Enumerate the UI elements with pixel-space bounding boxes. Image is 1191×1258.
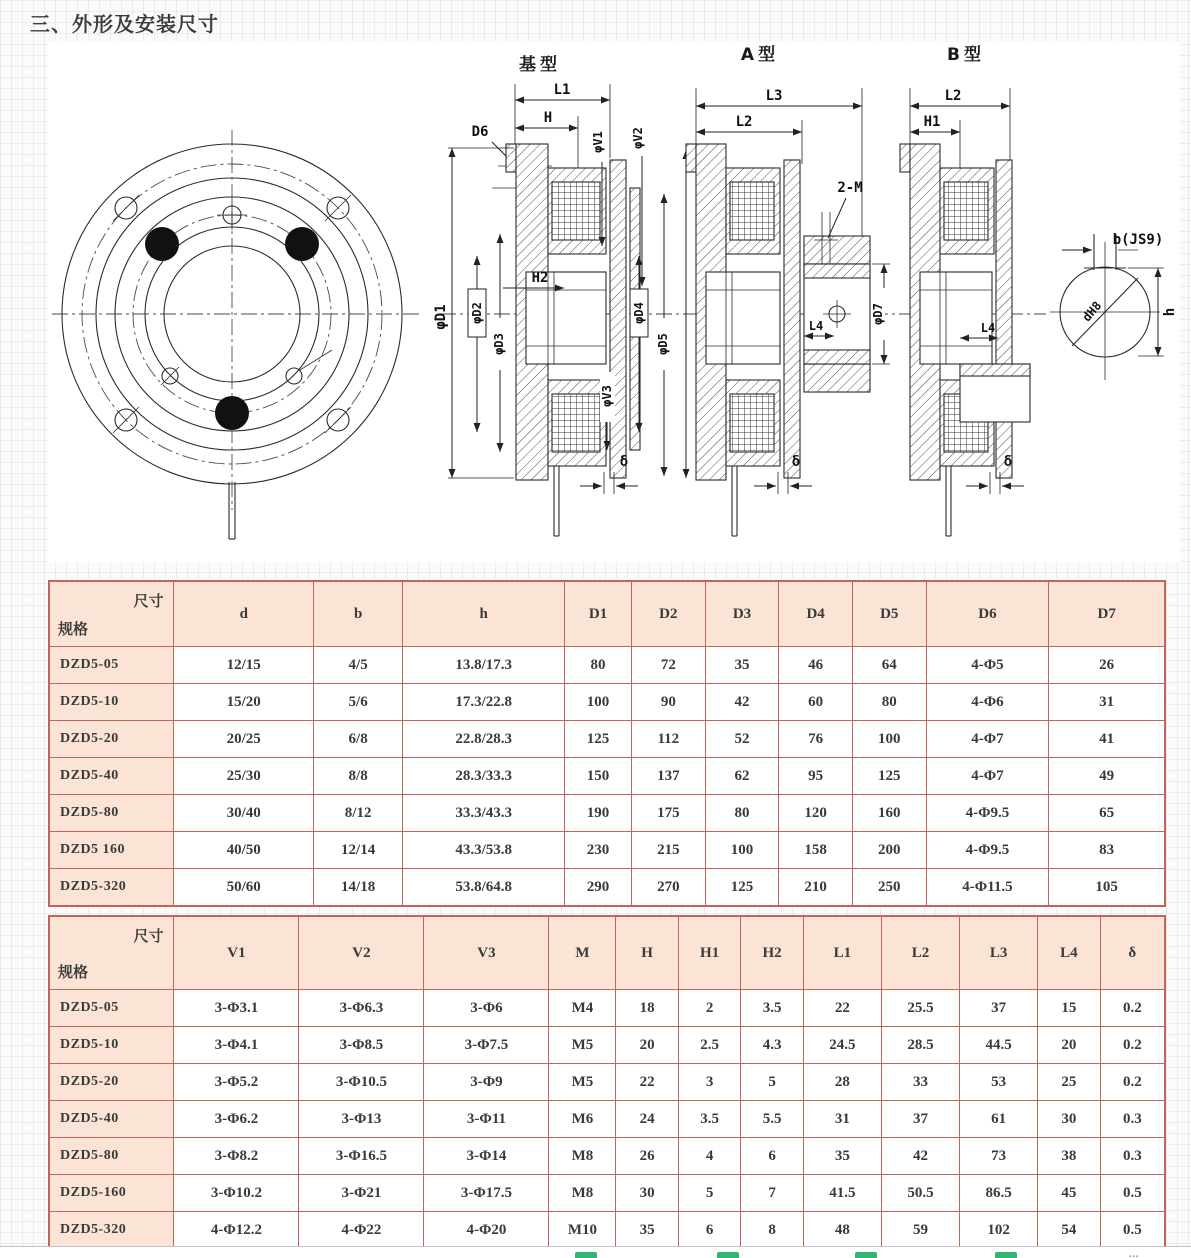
column-header: H2 — [741, 916, 803, 990]
dim-label-L2b: L2 — [944, 88, 962, 104]
dim-value-cell: 25.5 — [881, 990, 959, 1027]
dim-label-L1: L1 — [553, 82, 571, 98]
dim-value-cell: 76 — [779, 721, 853, 758]
dim-label-h: h — [1162, 307, 1178, 317]
dim-value-cell: 54 — [1038, 1212, 1100, 1250]
dim-value-cell: 4-Φ7 — [926, 721, 1049, 758]
dim-label-bJS9: b(JS9) — [1112, 232, 1164, 248]
dim-value-cell: 59 — [881, 1212, 959, 1250]
dim-label-delta-a: δ — [791, 454, 801, 470]
dim-value-cell: 14/18 — [313, 869, 402, 907]
dimensions-table-1 — [48, 580, 1166, 907]
dim-label-D5: φD5 — [656, 333, 670, 355]
dim-value-cell: 3-Φ7.5 — [424, 1027, 549, 1064]
model-label: DZD5-80 — [49, 795, 174, 832]
dim-label-L4a: L4 — [808, 319, 824, 333]
dim-value-cell: 4-Φ9.5 — [926, 795, 1049, 832]
dim-value-cell: 4-Φ20 — [424, 1212, 549, 1250]
view-title-b: B型 — [947, 45, 985, 65]
dim-value-cell: M5 — [549, 1064, 616, 1101]
dim-value-cell: 73 — [960, 1138, 1038, 1175]
dim-value-cell: M8 — [549, 1138, 616, 1175]
dim-value-cell: 3-Φ10.5 — [299, 1064, 424, 1101]
table-row — [49, 1101, 1165, 1138]
dim-value-cell: 35 — [705, 647, 779, 684]
column-header: D5 — [852, 581, 926, 647]
dim-value-cell: 43.3/53.8 — [403, 832, 565, 869]
dim-value-cell: 3-Φ11 — [424, 1101, 549, 1138]
dim-value-cell: 17.3/22.8 — [403, 684, 565, 721]
bottom-strip — [0, 1246, 1191, 1258]
dim-value-cell: 83 — [1049, 832, 1165, 869]
model-label: DZD5-40 — [49, 1101, 174, 1138]
dim-value-cell: 4 — [678, 1138, 740, 1175]
dim-value-cell: 5 — [678, 1175, 740, 1212]
dim-value-cell: 0.5 — [1100, 1212, 1165, 1250]
dim-label-2M: 2-M — [837, 180, 863, 196]
dim-value-cell: 22 — [616, 1064, 678, 1101]
dim-value-cell: 0.2 — [1100, 990, 1165, 1027]
dim-value-cell: 3-Φ21 — [299, 1175, 424, 1212]
dim-value-cell: 8/12 — [313, 795, 402, 832]
table-row — [49, 758, 1165, 795]
dim-value-cell: 24.5 — [803, 1027, 881, 1064]
dimension-drawing — [48, 42, 1180, 560]
dim-value-cell: 46 — [779, 647, 853, 684]
dim-value-cell: 24 — [616, 1101, 678, 1138]
dim-value-cell: 3-Φ10.2 — [174, 1175, 299, 1212]
view-title-a: A型 — [740, 45, 780, 65]
dim-value-cell: 35 — [803, 1138, 881, 1175]
dim-value-cell: 20 — [1038, 1027, 1100, 1064]
dim-label-delta-b: δ — [1003, 454, 1013, 470]
dim-value-cell: 41 — [1049, 721, 1165, 758]
column-header: D6 — [926, 581, 1049, 647]
column-header: H1 — [678, 916, 740, 990]
dim-value-cell: 290 — [565, 869, 632, 907]
dim-value-cell: 80 — [852, 684, 926, 721]
dim-value-cell: 175 — [632, 795, 706, 832]
model-label: DZD5-05 — [49, 647, 174, 684]
dim-value-cell: 200 — [852, 832, 926, 869]
app-icon[interactable] — [995, 1252, 1017, 1258]
corner-label-dimension: 尺寸 — [133, 594, 164, 610]
dim-value-cell: 4-Φ9.5 — [926, 832, 1049, 869]
dim-value-cell: M5 — [549, 1027, 616, 1064]
dim-value-cell: 18 — [616, 990, 678, 1027]
dim-value-cell: 80 — [705, 795, 779, 832]
table-row — [49, 1175, 1165, 1212]
dim-value-cell: 86.5 — [960, 1175, 1038, 1212]
dim-value-cell: 44.5 — [960, 1027, 1038, 1064]
dim-value-cell: 4-Φ5 — [926, 647, 1049, 684]
table-row — [49, 1064, 1165, 1101]
dim-label-V2: φV2 — [631, 127, 645, 149]
dim-label-D2: φD2 — [470, 302, 484, 324]
column-header: V1 — [174, 916, 299, 990]
dim-value-cell: 210 — [779, 869, 853, 907]
dim-value-cell: 65 — [1049, 795, 1165, 832]
dim-value-cell: 230 — [565, 832, 632, 869]
corner-label-spec: 规格 — [58, 622, 89, 638]
dim-value-cell: 3-Φ13 — [299, 1101, 424, 1138]
dim-value-cell: 0.5 — [1100, 1175, 1165, 1212]
b-type-section — [900, 45, 1030, 536]
dim-value-cell: 37 — [960, 990, 1038, 1027]
dim-value-cell: 28 — [803, 1064, 881, 1101]
dim-label-V1: φV1 — [591, 131, 605, 153]
model-label: DZD5-10 — [49, 1027, 174, 1064]
dim-value-cell: 2.5 — [678, 1027, 740, 1064]
dim-value-cell: 3-Φ6.3 — [299, 990, 424, 1027]
dim-value-cell: M10 — [549, 1212, 616, 1250]
dim-value-cell: 150 — [565, 758, 632, 795]
dim-value-cell: 26 — [616, 1138, 678, 1175]
corner-label-dimension: 尺寸 — [133, 929, 164, 945]
dim-label-L2a: L2 — [735, 114, 753, 130]
dim-value-cell: 50.5 — [881, 1175, 959, 1212]
dim-value-cell: 30 — [616, 1175, 678, 1212]
dim-value-cell: 3-Φ16.5 — [299, 1138, 424, 1175]
dim-value-cell: 33 — [881, 1064, 959, 1101]
table-row — [49, 647, 1165, 684]
dim-value-cell: 3-Φ6.2 — [174, 1101, 299, 1138]
dim-label-H2: H2 — [531, 270, 549, 286]
dim-value-cell: 25 — [1038, 1064, 1100, 1101]
dim-value-cell: M4 — [549, 990, 616, 1027]
dim-label-D7: φD7 — [871, 303, 885, 325]
dim-value-cell: 105 — [1049, 869, 1165, 907]
dim-value-cell: 30 — [1038, 1101, 1100, 1138]
dim-value-cell: 3-Φ8.2 — [174, 1138, 299, 1175]
app-icon[interactable] — [575, 1252, 597, 1258]
dim-value-cell: 31 — [803, 1101, 881, 1138]
dim-value-cell: 3-Φ4.1 — [174, 1027, 299, 1064]
dim-label-dH8: dH8 — [1079, 298, 1105, 325]
drawing-panel — [48, 42, 1180, 562]
dim-value-cell: 41.5 — [803, 1175, 881, 1212]
dim-value-cell: 215 — [632, 832, 706, 869]
column-header: L1 — [803, 916, 881, 990]
column-header: D1 — [565, 581, 632, 647]
dim-value-cell: 20 — [616, 1027, 678, 1064]
dim-value-cell: 22 — [803, 990, 881, 1027]
front-view — [52, 130, 422, 539]
column-header: L2 — [881, 916, 959, 990]
dim-value-cell: 20/25 — [174, 721, 314, 758]
dim-value-cell: 5/6 — [313, 684, 402, 721]
dim-value-cell: 25/30 — [174, 758, 314, 795]
model-label: DZD5-80 — [49, 1138, 174, 1175]
small-hole-icon — [161, 350, 332, 385]
dim-value-cell: 3 — [678, 1064, 740, 1101]
dim-value-cell: 42 — [881, 1138, 959, 1175]
dim-value-cell: 4-Φ11.5 — [926, 869, 1049, 907]
column-header: D4 — [779, 581, 853, 647]
dim-value-cell: 100 — [852, 721, 926, 758]
column-header: D2 — [632, 581, 706, 647]
dim-value-cell: 3-Φ14 — [424, 1138, 549, 1175]
dim-value-cell: 31 — [1049, 684, 1165, 721]
dim-value-cell: 13.8/17.3 — [403, 647, 565, 684]
dim-value-cell: 53 — [960, 1064, 1038, 1101]
column-header: V2 — [299, 916, 424, 990]
dim-value-cell: 0.3 — [1100, 1138, 1165, 1175]
a-type-section — [686, 45, 890, 536]
dim-label-delta: δ — [619, 454, 629, 470]
dim-value-cell: 12/14 — [313, 832, 402, 869]
app-icon[interactable] — [855, 1252, 877, 1258]
dim-value-cell: 38 — [1038, 1138, 1100, 1175]
view-title-base: 基型 — [519, 55, 561, 75]
dim-value-cell: 15 — [1038, 990, 1100, 1027]
dim-value-cell: 6/8 — [313, 721, 402, 758]
dim-value-cell: 2 — [678, 990, 740, 1027]
dim-value-cell: M6 — [549, 1101, 616, 1138]
dim-value-cell: 53.8/64.8 — [403, 869, 565, 907]
page-title: 三、外形及安装尺寸 — [30, 14, 219, 36]
dim-value-cell: 60 — [779, 684, 853, 721]
table-row — [49, 1212, 1165, 1250]
table-row — [49, 869, 1165, 907]
corner-label-spec: 规格 — [58, 965, 89, 981]
ellipsis-icon: … — [1128, 1248, 1139, 1258]
dim-value-cell: 6 — [741, 1138, 803, 1175]
dim-value-cell: 160 — [852, 795, 926, 832]
table-row — [49, 721, 1165, 758]
dim-value-cell: 15/20 — [174, 684, 314, 721]
dim-value-cell: 102 — [960, 1212, 1038, 1250]
column-header: d — [174, 581, 314, 647]
model-label: DZD5-40 — [49, 758, 174, 795]
dim-value-cell: 112 — [632, 721, 706, 758]
dim-value-cell: 270 — [632, 869, 706, 907]
model-label: DZD5-320 — [49, 869, 174, 907]
model-label: DZD5-320 — [49, 1212, 174, 1250]
dim-value-cell: 137 — [632, 758, 706, 795]
dim-value-cell: 5.5 — [741, 1101, 803, 1138]
column-header: L4 — [1038, 916, 1100, 990]
dim-value-cell: 49 — [1049, 758, 1165, 795]
shaft-keyway-detail — [1050, 232, 1178, 380]
table-corner-cell — [49, 581, 174, 647]
dim-value-cell: 3-Φ3.1 — [174, 990, 299, 1027]
dim-value-cell: 100 — [705, 832, 779, 869]
table-row — [49, 1027, 1165, 1064]
column-header: D3 — [705, 581, 779, 647]
column-header: V3 — [424, 916, 549, 990]
dim-value-cell: 4-Φ7 — [926, 758, 1049, 795]
dim-value-cell: 72 — [632, 647, 706, 684]
table-row — [49, 795, 1165, 832]
dim-value-cell: 4/5 — [313, 647, 402, 684]
model-label: DZD5-05 — [49, 990, 174, 1027]
table-corner-cell — [49, 916, 174, 990]
column-header: L3 — [960, 916, 1038, 990]
dim-value-cell: 90 — [632, 684, 706, 721]
dim-value-cell: 4-Φ6 — [926, 684, 1049, 721]
table-row — [49, 832, 1165, 869]
model-label: DZD5-20 — [49, 721, 174, 758]
column-header: D7 — [1049, 581, 1165, 647]
dim-value-cell: 0.3 — [1100, 1101, 1165, 1138]
dim-label-D3: φD3 — [492, 333, 506, 355]
model-label: DZD5-10 — [49, 684, 174, 721]
dim-value-cell: 0.2 — [1100, 1027, 1165, 1064]
dim-label-D4: φD4 — [632, 302, 646, 324]
dim-value-cell: 3.5 — [678, 1101, 740, 1138]
column-header: H — [616, 916, 678, 990]
dim-value-cell: 7 — [741, 1175, 803, 1212]
dim-value-cell: 158 — [779, 832, 853, 869]
dim-value-cell: M8 — [549, 1175, 616, 1212]
dim-value-cell: 64 — [852, 647, 926, 684]
app-icon[interactable] — [717, 1252, 739, 1258]
dim-value-cell: 80 — [565, 647, 632, 684]
dim-value-cell: 8 — [741, 1212, 803, 1250]
column-header: h — [403, 581, 565, 647]
dim-value-cell: 48 — [803, 1212, 881, 1250]
dim-value-cell: 3-Φ17.5 — [424, 1175, 549, 1212]
dim-value-cell: 42 — [705, 684, 779, 721]
dim-value-cell: 26 — [1049, 647, 1165, 684]
dim-value-cell: 62 — [705, 758, 779, 795]
dim-value-cell: 5 — [741, 1064, 803, 1101]
dim-label-V3: φV3 — [600, 385, 614, 407]
dim-value-cell: 3-Φ9 — [424, 1064, 549, 1101]
dim-value-cell: 4.3 — [741, 1027, 803, 1064]
dim-value-cell: 190 — [565, 795, 632, 832]
dim-value-cell: 3-Φ8.5 — [299, 1027, 424, 1064]
dim-label-D1: φD1 — [433, 304, 449, 330]
dim-value-cell: 3.5 — [741, 990, 803, 1027]
dim-value-cell: 120 — [779, 795, 853, 832]
dim-value-cell: 22.8/28.3 — [403, 721, 565, 758]
dim-value-cell: 4-Φ12.2 — [174, 1212, 299, 1250]
dim-value-cell: 28.5 — [881, 1027, 959, 1064]
dim-value-cell: 250 — [852, 869, 926, 907]
dim-value-cell: 0.2 — [1100, 1064, 1165, 1101]
dim-value-cell: 30/40 — [174, 795, 314, 832]
dim-value-cell: 3-Φ6 — [424, 990, 549, 1027]
table-row — [49, 684, 1165, 721]
dim-label-L3: L3 — [765, 88, 783, 104]
dim-value-cell: 28.3/33.3 — [403, 758, 565, 795]
dim-value-cell: 125 — [705, 869, 779, 907]
model-label: DZD5-160 — [49, 1175, 174, 1212]
dim-value-cell: 6 — [678, 1212, 740, 1250]
dim-value-cell: 4-Φ22 — [299, 1212, 424, 1250]
column-header: M — [549, 916, 616, 990]
dim-value-cell: 125 — [852, 758, 926, 795]
dim-value-cell: 12/15 — [174, 647, 314, 684]
model-label: DZD5 160 — [49, 832, 174, 869]
dim-label-H: H — [543, 110, 553, 126]
dim-value-cell: 35 — [616, 1212, 678, 1250]
model-label: DZD5-20 — [49, 1064, 174, 1101]
dim-value-cell: 52 — [705, 721, 779, 758]
dim-value-cell: 45 — [1038, 1175, 1100, 1212]
dim-value-cell: 33.3/43.3 — [403, 795, 565, 832]
dim-value-cell: 8/8 — [313, 758, 402, 795]
dim-label-D6: D6 — [471, 124, 489, 140]
dim-value-cell: 100 — [565, 684, 632, 721]
dim-value-cell: 61 — [960, 1101, 1038, 1138]
dim-value-cell: 50/60 — [174, 869, 314, 907]
top-hole-icon — [217, 200, 247, 230]
dim-value-cell: 125 — [565, 721, 632, 758]
dim-value-cell: 37 — [881, 1101, 959, 1138]
column-header: δ — [1100, 916, 1165, 990]
table-row — [49, 1138, 1165, 1175]
dim-label-L4b: L4 — [980, 321, 996, 335]
table-row — [49, 990, 1165, 1027]
dimensions-table-2 — [48, 915, 1166, 1250]
base-type-section — [433, 55, 670, 536]
dim-value-cell: 3-Φ5.2 — [174, 1064, 299, 1101]
dim-value-cell: 40/50 — [174, 832, 314, 869]
column-header: b — [313, 581, 402, 647]
dim-value-cell: 95 — [779, 758, 853, 795]
dim-label-H1: H1 — [923, 114, 941, 130]
